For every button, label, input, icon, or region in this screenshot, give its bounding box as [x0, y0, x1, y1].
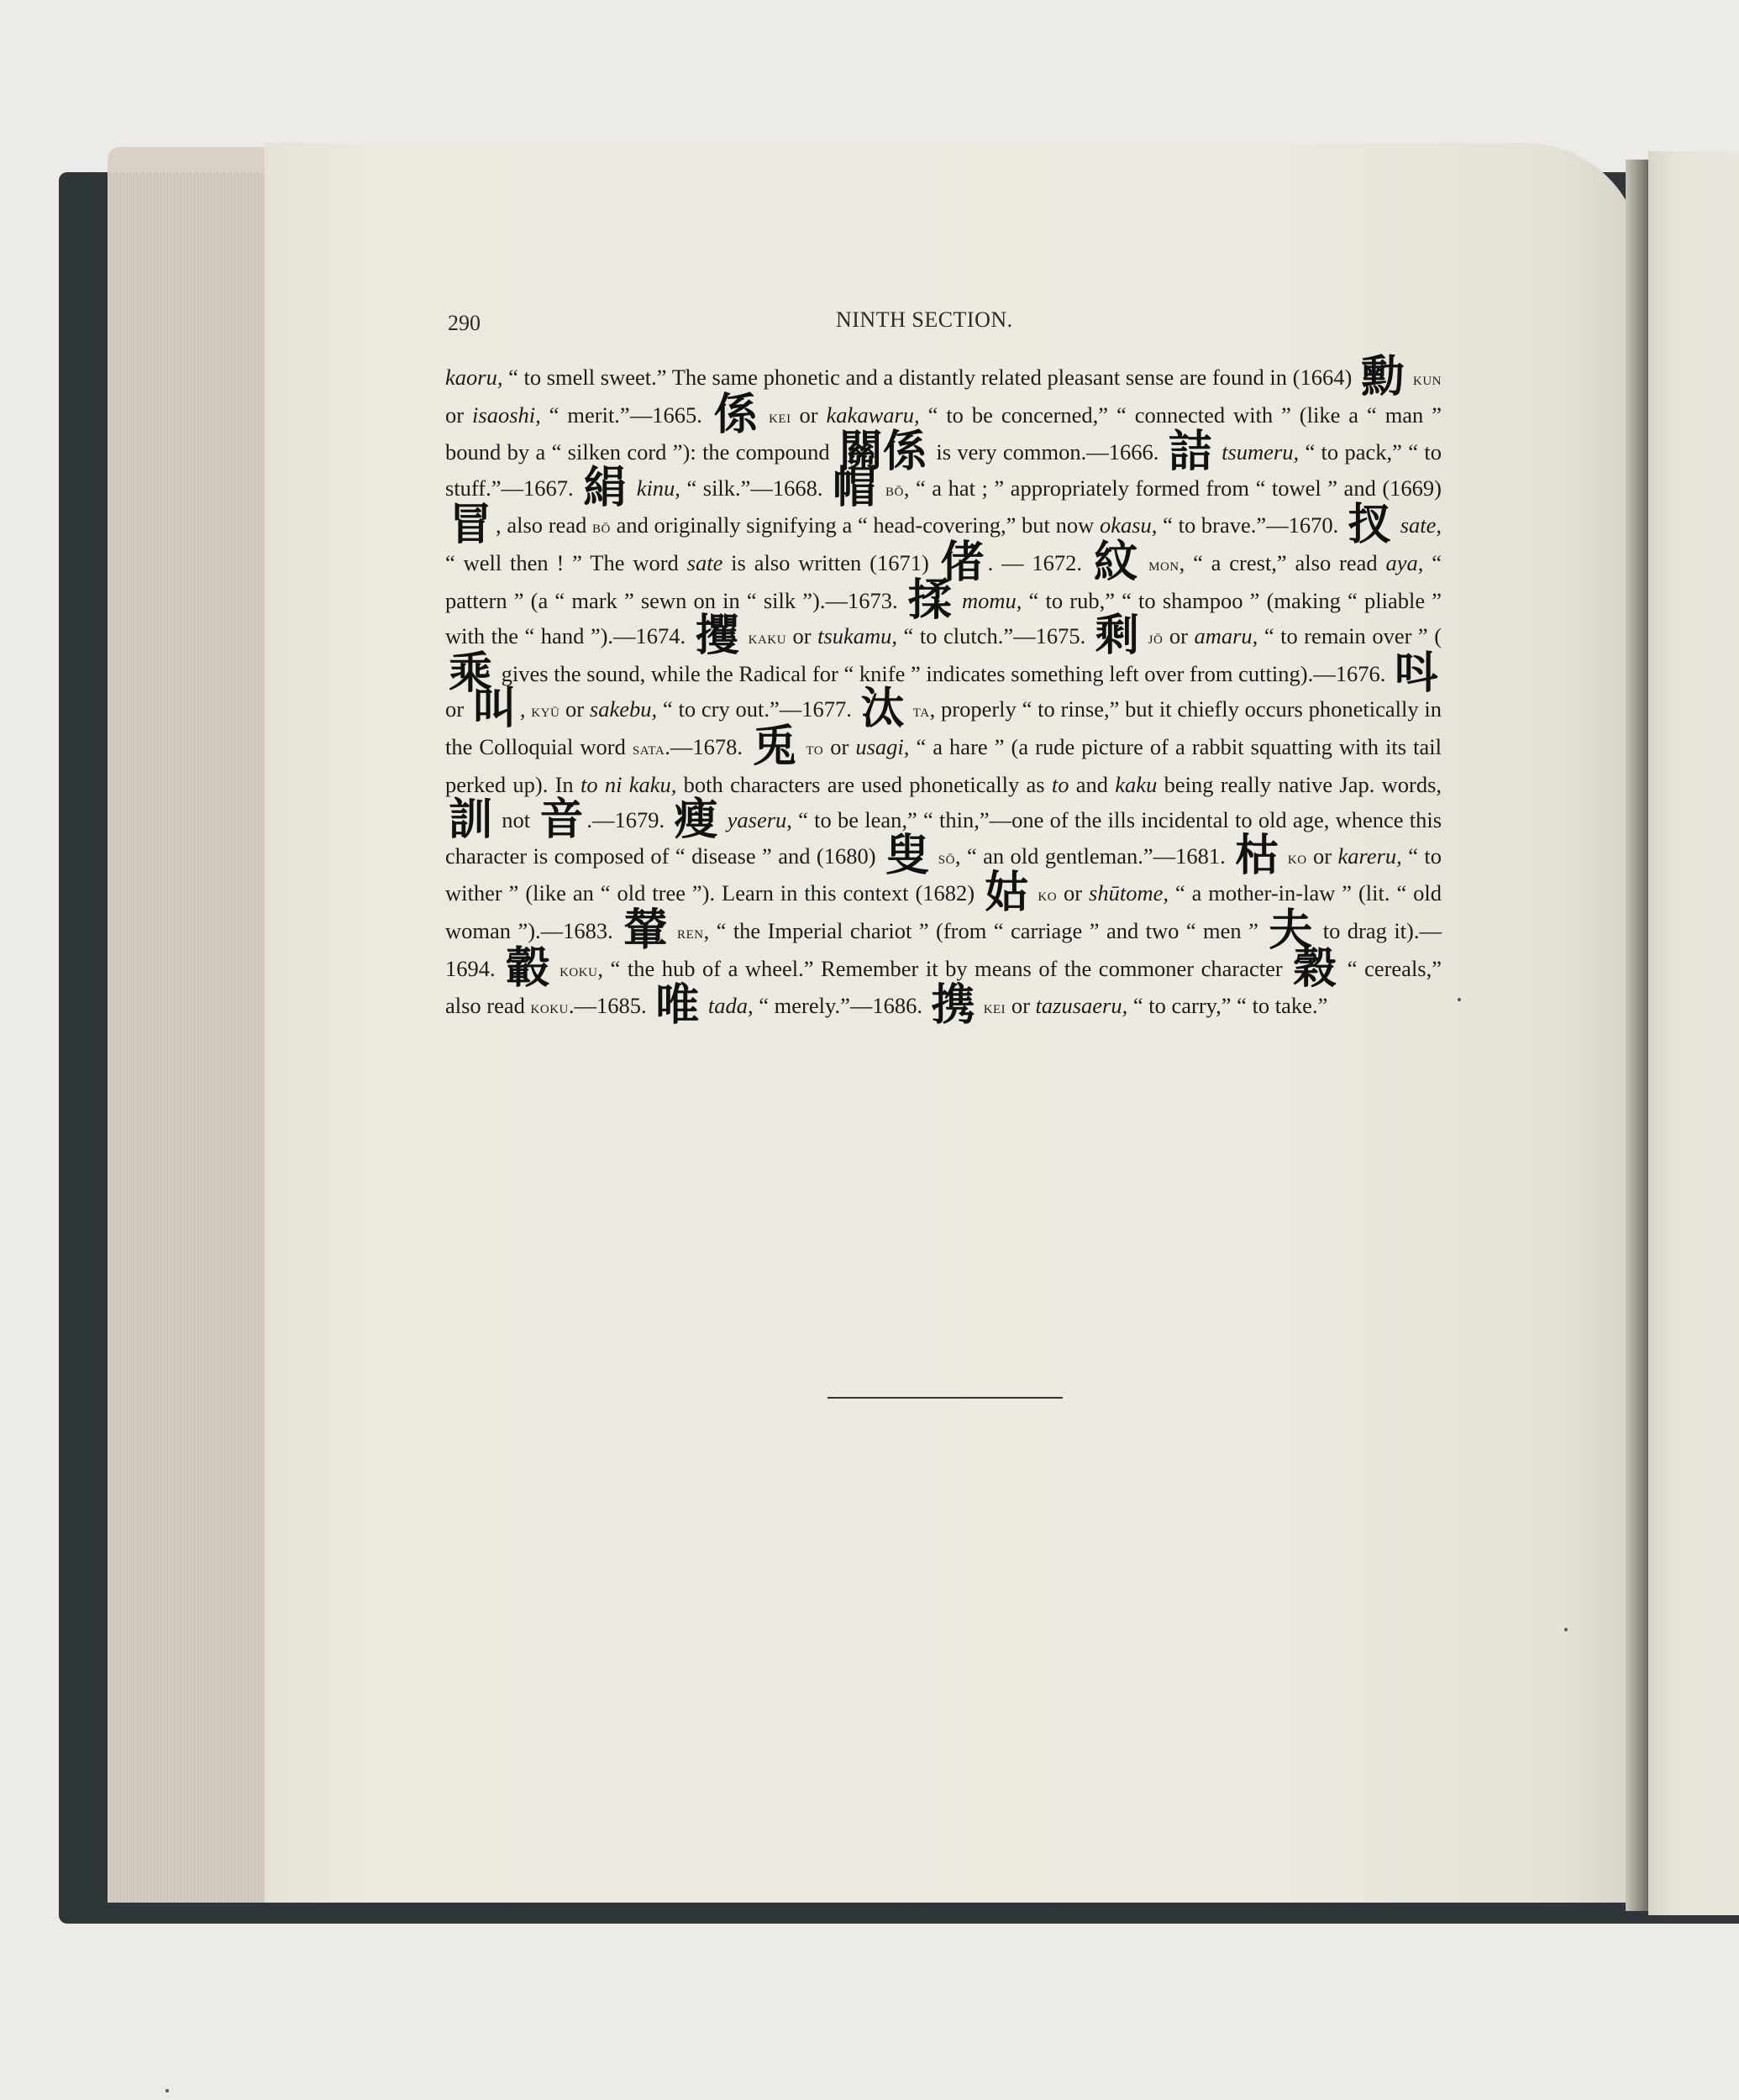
body-text-run: “ to be concerned,” “ connected with ” (like a “ man ” bound by a “ silken cord ”): the compound: [445, 402, 1442, 465]
body-text-run: “ to smell sweet.” The same phonetic and a distantly related pleasant sense are found in (1664): [502, 365, 1358, 390]
romanized-reading: tazusaeru,: [1035, 993, 1128, 1019]
page-number: 290: [448, 311, 481, 335]
romanized-reading: usagi,: [855, 733, 910, 759]
romanized-reading: sate,: [1400, 512, 1442, 538]
body-text-run: and: [1069, 771, 1116, 797]
body-text-run: or: [791, 402, 827, 428]
body-paragraph: kaoru, “ to smell sweet.” The same phonetic and a distantly related pleasant sense are found in (1664) 勳 kun or isaoshi, “ merit.”—1665. 係 kei or kakawaru, “ to be concerned,” “ connected with ” (like a “ man ” bound by a “ silken cord ”): the compound 關係 is very common.—1666. 詰 tsumeru, “ to pack,” “ to stuff.”—1667. 絹 kinu, “ silk.”—1668. 帽 bō, “ a hat ; ” appropriately formed from “ towel ” and (1669) 冒 , also read bō and originally signifying a “ head-covering,” but now okasu, “ to brave.”—1670. 扠 sate, “ well then ! ” The word sate is also written (1671) 偖 . — 1672. 紋 mon, “ a crest,” also read aya, “ pattern ” (a “ mark ” sewn on in “ silk ”).—1673. 揉 momu, “ to rub,” “ to shampoo ” (making “ pliable ” with the “ hand ”).—1674. 攫 kaku or tsukamu, “ to clutch.”—1675. 剩 jō or amaru, “ to remain over ” ( 乘 gives the sound, while the Radical for “ knife ” indicates something left over from cutting).—1676. 呌 or 叫 , kyū or sakebu, “ to cry out.”—1677. 汰 ta, properly “ to rinse,” but it chiefly occurs phonetically in the Colloquial word sata.—1678. 兎 to or usagi, “ a hare ” (a rude picture of a rabbit squatting with its tail perked up). In to ni kaku, both characters are used phonetically as to and kaku being really native Jap. words, 訓 not 音 .—1679. 瘦 yaseru, “ to be lean,” “ thin,”—one of the ills incidental to old age, whence this character is composed of “ disease ” and (1680) 叟 sō, “ an old gentleman.”—1681. 枯 ko or kareru, “ to wither ” (like an “ old tree ”). Learn in this context (1682) 姑 ko or shūtome, “ a mother-in-law ” (lit. “ old woman ”).—1683. 輦 ren, “ the Imperial chariot ” (from “ carriage ” and two “ men ” 夫 to drag it).—1694. 轂 koku, “ the hub of a wheel.” Remember it by means of the commoner character 穀 “ cereals,” also read koku.—1685. 唯 tada, “ merely.”—1686. 携 kei or tazusaeru, “ to carry,” “ to take.”: [445, 352, 1442, 1032]
romanized-reading: kareru,: [1337, 843, 1402, 869]
body-text-run: “ to wither ” (like an “ old tree ”). Learn in this context (1682): [445, 843, 1442, 906]
romanized-reading: sate: [686, 549, 723, 575]
body-text-run: , also read: [496, 512, 593, 538]
on-reading: ko: [1282, 846, 1307, 868]
romanized-reading: kaku: [1115, 771, 1158, 797]
on-reading: sata: [632, 737, 665, 759]
body-text-run: not: [496, 807, 537, 833]
page-edges: [108, 172, 276, 1903]
body-text-run: ,: [519, 696, 532, 722]
body-text-run: “ to remain over ” (: [1258, 623, 1442, 649]
body-text-run: and originally signifying a “ head-covering,” but now: [610, 512, 1100, 538]
body-text-run: “ to cry out.”—1677.: [657, 696, 858, 722]
body-text-run: , “ the Imperial chariot ” (from “ carriage ” and two “ men ”: [703, 917, 1266, 943]
body-text-run: to drag it).—1694.: [445, 917, 1442, 981]
on-reading: ren: [670, 921, 704, 942]
romanized-reading: to ni kaku,: [580, 771, 677, 797]
book-gutter: [1626, 160, 1651, 1911]
body-text-run: or: [445, 402, 473, 428]
romanized-reading: kakawaru,: [826, 402, 920, 428]
body-text-run: . — 1672.: [987, 549, 1090, 575]
body-text-run: or: [445, 696, 470, 722]
body-text-run: or: [1163, 623, 1195, 649]
body-text-run: [1395, 512, 1400, 538]
section-end-rule: [827, 1397, 1063, 1399]
body-text-run: [702, 993, 708, 1018]
on-reading: ko: [1032, 884, 1058, 906]
on-reading: to: [800, 737, 824, 759]
body-text-run: or: [560, 696, 590, 722]
on-reading: kyū: [531, 700, 560, 722]
body-text-run: [630, 475, 637, 501]
romanized-reading: yaseru,: [727, 807, 792, 833]
body-text-run: , properly “ to rinse,” but it chiefly occurs phonetically in the Colloquial word: [445, 696, 1442, 759]
body-text-run: “ to clutch.”—1675.: [897, 623, 1092, 649]
romanized-reading: kinu,: [636, 475, 680, 501]
romanized-reading: momu,: [961, 587, 1022, 613]
romanized-reading: isaoshi,: [472, 402, 541, 428]
on-reading: koku: [530, 996, 569, 1018]
on-reading: ta: [907, 700, 930, 722]
body-text-run: , “ a hat ; ” appropriately formed from “ towel ” and (1669): [903, 475, 1442, 501]
body-text-run: is very common.—1666.: [930, 439, 1165, 465]
body-text-run: or: [823, 733, 856, 759]
body-text-run: , “ a crest,” also read: [1179, 549, 1386, 575]
body-text-run: .—1679.: [586, 807, 671, 833]
on-reading: kei: [978, 996, 1006, 1018]
body-text-run: [721, 807, 727, 832]
romanized-reading: okasu,: [1099, 512, 1158, 538]
romanized-reading: sakebu,: [589, 696, 658, 722]
on-reading: kaku: [742, 627, 786, 648]
on-reading: kun: [1407, 368, 1442, 389]
body-text-run: “ cereals,” also read: [445, 955, 1442, 1019]
body-text-run: “ merely.”—1686.: [753, 993, 928, 1019]
on-reading: bō: [592, 516, 611, 538]
on-reading: kei: [760, 405, 791, 427]
on-reading: sō: [932, 846, 955, 868]
romanized-reading: amaru,: [1194, 623, 1258, 649]
ink-speck: [1458, 998, 1461, 1001]
on-reading: bō: [880, 478, 904, 500]
body-text-run: “ to brave.”—1670.: [1157, 512, 1344, 538]
body-text-run: or: [1306, 843, 1338, 869]
body-text-run: or: [785, 623, 818, 649]
on-reading: mon: [1140, 553, 1179, 575]
body-text-run: .—1685.: [568, 993, 653, 1019]
body-text-run: being really native Jap. words,: [1157, 771, 1442, 797]
romanized-reading: aya,: [1385, 549, 1424, 575]
body-text-run: [955, 588, 962, 613]
body-text-run: or: [1057, 880, 1090, 906]
ink-speck: [165, 2089, 169, 2092]
romanized-reading: kaoru,: [445, 365, 503, 390]
body-text-run: , “ the hub of a wheel.” Remember it by means of the commoner character: [597, 955, 1290, 981]
on-reading: jō: [1142, 627, 1164, 648]
body-text-run: “ a hare ” (a rude picture of a rabbit squatting with its tail perked up). In: [445, 733, 1442, 797]
facing-page: [1648, 151, 1739, 1915]
romanized-reading: shūtome,: [1089, 880, 1169, 906]
body-text-run: “ to be lean,” “ thin,”—one of the ills incidental to old age, whence this character is composed of “ disease ” and (1680): [445, 807, 1442, 869]
body-text-run: “ to carry,” “ to take.”: [1127, 993, 1328, 1019]
body-text-run: “ to pack,” “ to stuff.”—1667.: [445, 439, 1442, 501]
body-text-run: “ silk.”—1668.: [680, 475, 830, 501]
body-text-run: .—1678.: [665, 733, 749, 759]
romanized-reading: tsukamu,: [817, 623, 898, 649]
body-text-run: “ well then ! ” The word: [445, 549, 687, 575]
body-text-run: or: [1006, 993, 1036, 1019]
on-reading: koku: [553, 958, 598, 980]
body-text-run: , “ an old gentleman.”—1681.: [954, 843, 1232, 869]
body-text-run: “ to rub,” “ to shampoo ” (making “ pliable ” with the “ hand ”).—1674.: [445, 587, 1442, 649]
body-text-run: “ merit.”—1665.: [540, 402, 711, 428]
body-text-run: [1216, 439, 1222, 465]
running-head: NINTH SECTION.: [836, 307, 1013, 332]
romanized-reading: to: [1051, 771, 1069, 797]
romanized-reading: tada,: [707, 993, 754, 1019]
body-text-run: both characters are used phonetically as: [676, 771, 1052, 797]
body-text-run: “ a mother-in-law ” (lit. “ old woman ”).—1683.: [445, 880, 1442, 943]
ink-speck: [1564, 1628, 1568, 1631]
romanized-reading: tsumeru,: [1222, 439, 1300, 465]
body-text-run: “ pattern ” (a “ mark ” sewn on in “ silk ”).—1673.: [445, 549, 1442, 613]
body-text-run: is also written (1671): [722, 549, 938, 575]
body-text-run: gives the sound, while the Radical for “ knife ” indicates something left over from cutting).—1676.: [496, 660, 1391, 686]
